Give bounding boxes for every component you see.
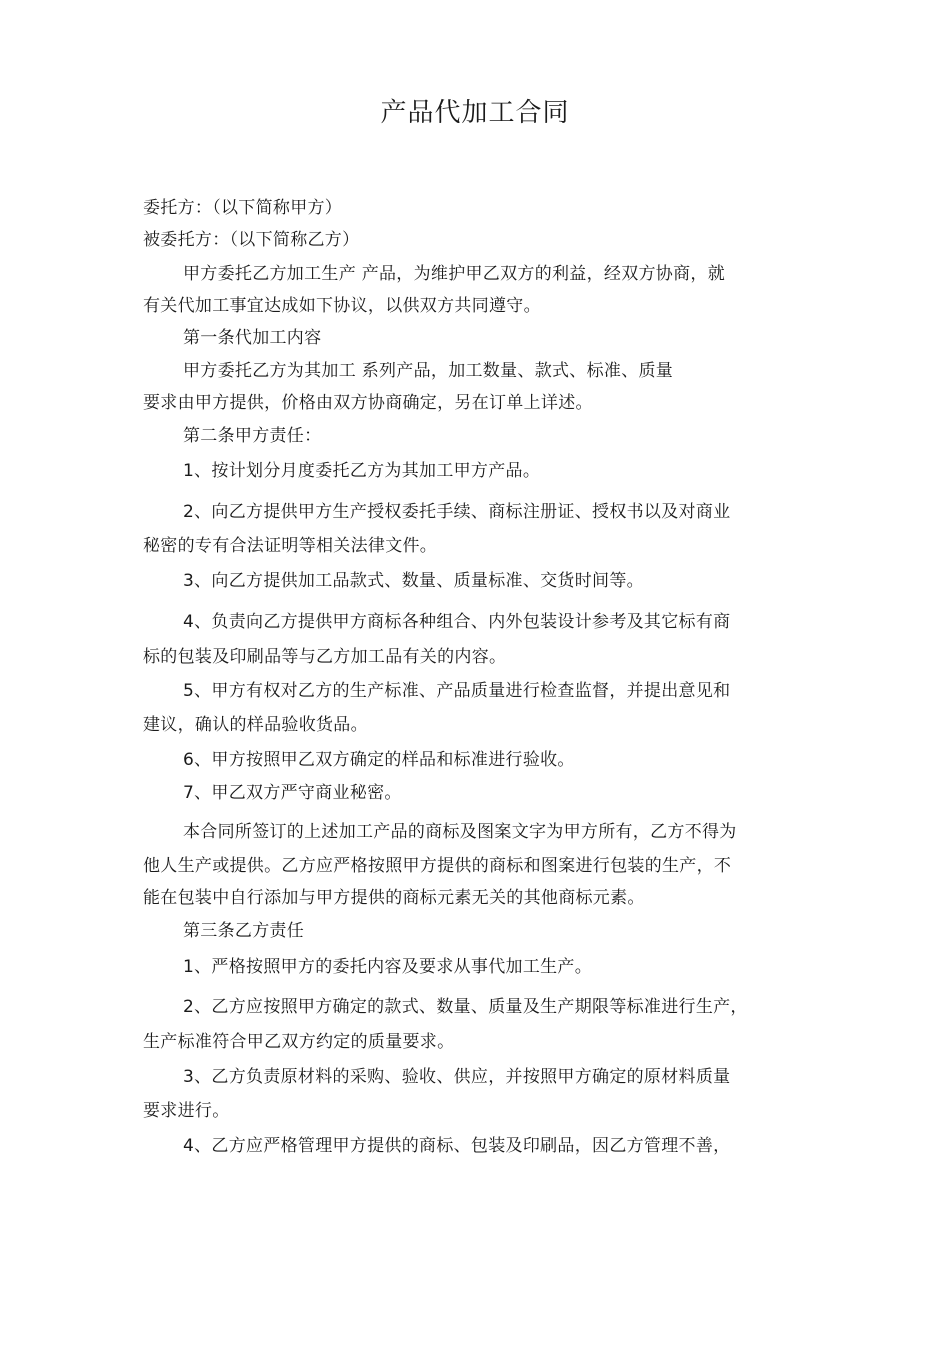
contractor-line: 被委托方：（以下简称乙方） — [143, 230, 360, 250]
clause-line: 1、按计划分月度委托乙方为其加工甲方产品。 — [183, 461, 541, 481]
clause-line: 3、向乙方提供加工品款式、数量、质量标准、交货时间等。 — [183, 571, 644, 591]
paragraph-line: 本合同所签订的上述加工产品的商标及图案文字为甲方所有，乙方不得为 — [183, 822, 737, 842]
clause-line: 生产标准符合甲乙双方约定的质量要求。 — [143, 1032, 455, 1052]
paragraph-line: 能在包装中自行添加与甲方提供的商标元素无关的其他商标元素。 — [143, 888, 645, 908]
paragraph-line: 甲方委托乙方为其加工 系列产品，加工数量、款式、标准、质量 — [183, 361, 674, 381]
paragraph-line: 他人生产或提供。乙方应严格按照甲方提供的商标和图案进行包装的生产，不 — [143, 856, 732, 876]
section-heading: 第一条代加工内容 — [183, 328, 322, 348]
clause-line: 4、负责向乙方提供甲方商标各种组合、内外包装设计参考及其它标有商 — [183, 612, 731, 632]
clause-line: 5、甲方有权对乙方的生产标准、产品质量进行检查监督，并提出意见和 — [183, 681, 731, 701]
section-heading: 第二条甲方责任： — [183, 426, 322, 446]
paragraph-line: 甲方委托乙方加工生产 产品，为维护甲乙双方的利益，经双方协商，就 — [183, 264, 726, 284]
clause-line: 6、甲方按照甲乙双方确定的样品和标准进行验收。 — [183, 750, 575, 770]
clause-line: 标的包装及印刷品等与乙方加工品有关的内容。 — [143, 647, 507, 667]
client-line: 委托方：（以下简称甲方） — [143, 198, 343, 218]
clause-line: 3、乙方负责原材料的采购、验收、供应，并按照甲方确定的原材料质量 — [183, 1067, 731, 1087]
section-heading: 第三条乙方责任 — [183, 921, 305, 941]
clause-line: 建议，确认的样品验收货品。 — [143, 715, 368, 735]
clause-line: 7、甲乙双方严守商业秘密。 — [183, 783, 402, 803]
clause-line: 秘密的专有合法证明等相关法律文件。 — [143, 536, 438, 556]
clause-line: 2、向乙方提供甲方生产授权委托手续、商标注册证、授权书以及对商业 — [183, 502, 731, 522]
clause-line: 4、乙方应严格管理甲方提供的商标、包装及印刷品，因乙方管理不善， — [183, 1136, 731, 1156]
page-title: 产品代加工合同 — [380, 98, 570, 128]
clause-line: 2、乙方应按照甲方确定的款式、数量、质量及生产期限等标准进行生产， — [183, 997, 748, 1017]
paragraph-line: 要求由甲方提供，价格由双方协商确定，另在订单上详述。 — [143, 393, 593, 413]
clause-line: 要求进行。 — [143, 1101, 230, 1121]
paragraph-line: 有关代加工事宜达成如下协议，以供双方共同遵守。 — [143, 296, 541, 316]
clause-line: 1、严格按照甲方的委托内容及要求从事代加工生产。 — [183, 957, 593, 977]
